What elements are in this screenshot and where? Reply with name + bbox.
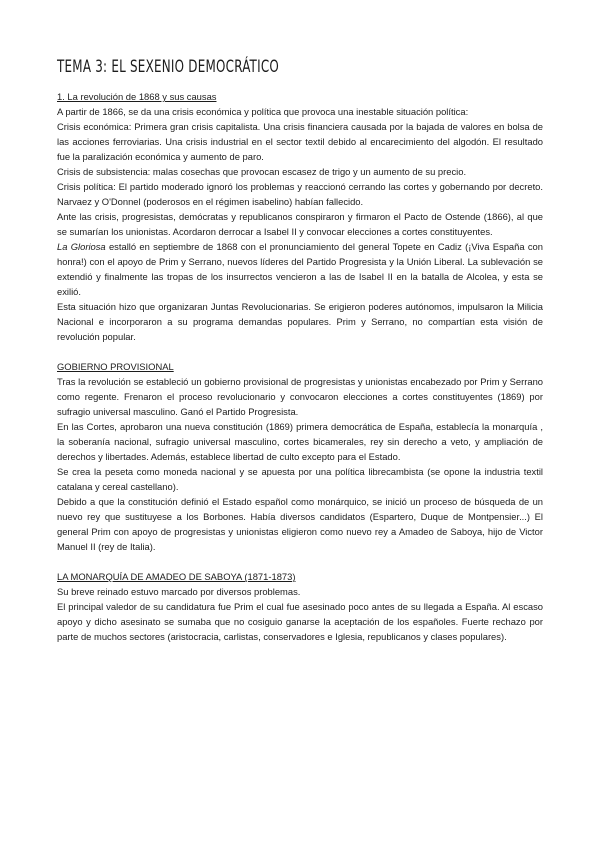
paragraph: Debido a que la constitución definió el Estado español como monárquico, se inició un proceso de búsqueda de un nuevo rey que sustituyese a los Borbones. Había diversos candidatos (Espartero, Duque de Montpensier...) El general Prim con apoyo de progresistas y unionistas eligieron como nuevo rey a Amadeo de Saboya, hijo de Victor Manuel II (rey de Italia). [57,496,543,552]
paragraph [57,239,543,299]
section-revolucion-1868 [57,89,543,344]
italic-term: La Gloriosa [57,241,106,252]
paragraph: En las Cortes, aprobaron una nueva constitución (1869) primera democrática de España, establecía la monarquía , la soberanía nacional, sufragio universal masculino, cortes bicamerales, rey sin derecho a veto, y ampliación de derechos y libertades. Además, establece libertad de culto excepto para el Estado. [57,421,543,462]
section-heading: 1. La revolución de 1868 y sus causas [57,91,217,102]
section-heading: LA MONARQUÍA DE AMADEO DE SABOYA (1871-1873) [57,571,296,582]
paragraph: Crisis de subsistencia: malas cosechas que provocan escasez de trigo y un aumento de su precio. [57,166,467,177]
document-title: TEMA 3: EL SEXENIO DEMOCRÁTICO [57,57,280,77]
spacer [57,554,543,569]
paragraph: Crisis económica: Primera gran crisis capitalista. Una crisis financiera causada por la bajada de valores en bolsa de las acciones ferroviarias. Una crisis industrial en el sector textil debido al encarecimiento del algodón. El resultado fue la paralización económica y aumento de paro. [57,121,543,162]
document-page [57,56,543,644]
paragraph: Su breve reinado estuvo marcado por diversos problemas. [57,586,301,597]
section-heading: GOBIERNO PROVISIONAL [57,361,174,372]
paragraph: Ante las crisis, progresistas, demócratas y republicanos conspiraron y firmaron el Pacto de Ostende (1866), al que se sumarían los unionistas. Acordaron derrocar a Isabel II y convocar elecciones a cortes constituyentes. [57,211,543,237]
section-monarquia-amadeo [57,569,543,644]
paragraph: Se crea la peseta como moneda nacional y se apuesta por una política librecambista (se opone la industria textil catalana y cereal castellano). [57,466,543,492]
paragraph-text: estalló en septiembre de 1868 con el pronunciamiento del general Topete en Cadiz (¡Viva España con honra!) con el apoyo de Prim y Serrano, nuevos líderes del Partido Progresista y la Unión Liberal. La sublevación se extendió y finalmente las tropas de los insurrectos vencieron a las de Isabel II en la batalla de Alcolea, y esta se exilió. [57,241,543,297]
paragraph: Esta situación hizo que organizaran Juntas Revolucionarias. Se erigieron poderes autónomos, impulsaron la Milicia Nacional e incorporaron a su programa demandas populares. Prim y Serrano, no compartían esta visión de revolución popular. [57,301,543,342]
paragraph: El principal valedor de su candidatura fue Prim el cual fue asesinado poco antes de su llegada a España. Al escaso apoyo y dicho asesinato se sumaba que no cosiguio ganarse la aceptación de los españoles. Fuerte rechazo por parte de muchos sectores (aristocracia, carlistas, conservadores e Iglesia, republicanos y clases populares). [57,601,543,642]
paragraph: Tras la revolución se estableció un gobierno provisional de progresistas y unionistas encabezado por Prim y Serrano como regente. Frenaron el proceso revolucionario y convocaron elecciones a cortes constituyentes (1869) por sufragio universal masculino. Ganó el Partido Progresista. [57,376,543,417]
paragraph: Crisis política: El partido moderado ignoró los problemas y reaccionó cerrando las cortes y gobernando por decreto. Narvaez y O'Donnel (poderosos en el régimen isabelino) habían fallecido. [57,181,543,207]
paragraph: A partir de 1866, se da una crisis económica y política que provoca una inestable situación política: [57,106,469,117]
section-gobierno-provisional [57,359,543,554]
spacer [57,344,543,359]
